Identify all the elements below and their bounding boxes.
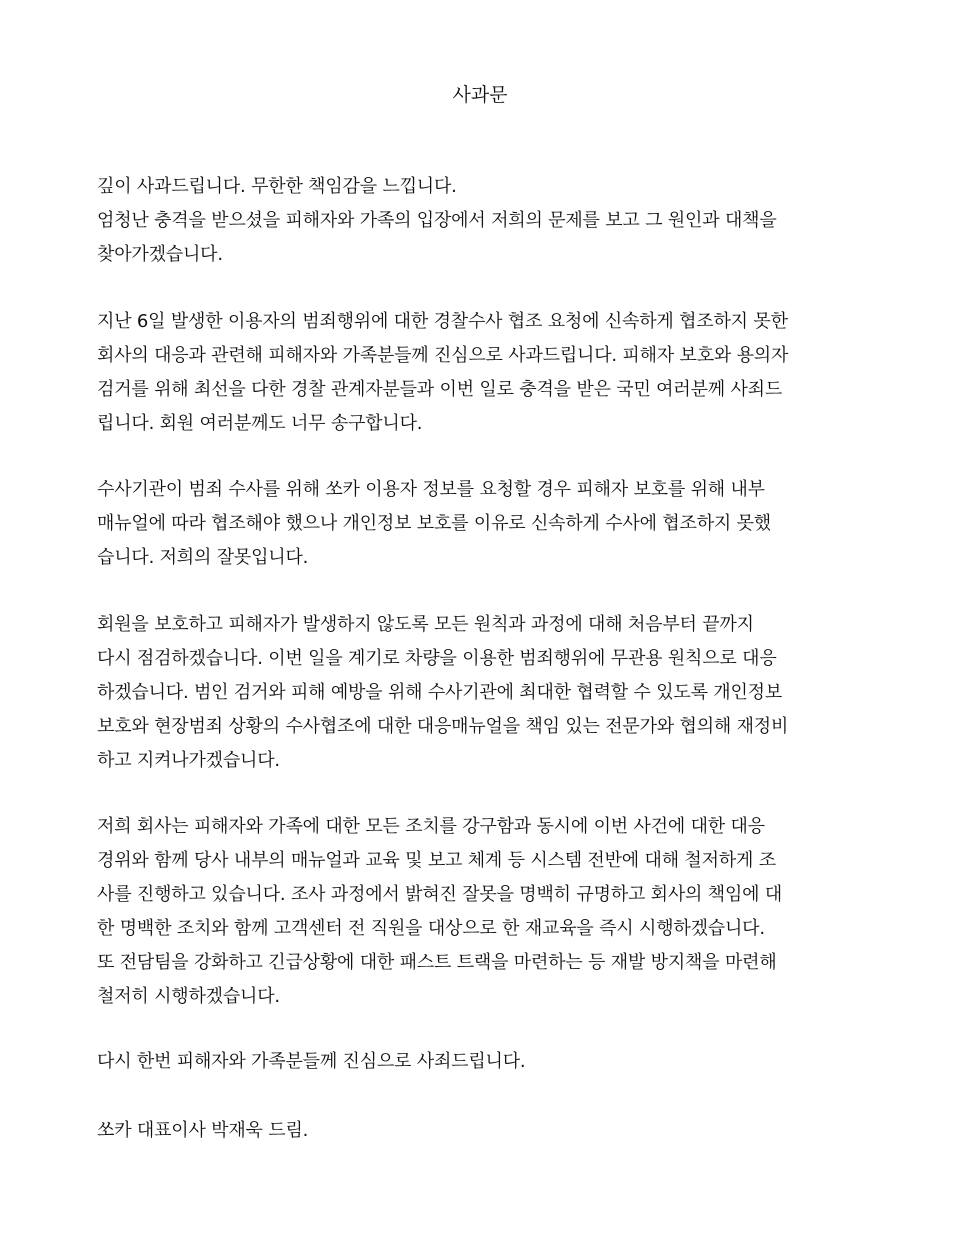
text-line: 보호와 현장범죄 상황의 수사협조에 대한 대응매뉴얼을 책임 있는 전문가와 협의해 재정비 (97, 716, 789, 737)
text-line: 수사기관이 범죄 수사를 위해 쏘카 이용자 정보를 요청할 경우 피해자 보호를 위해 내부 (97, 479, 765, 500)
text-line: 회사의 대응과 관련해 피해자와 가족분들께 진심으로 사과드립니다. 피해자 보호와 용의자 (97, 345, 789, 366)
paragraph-incident-apology (97, 305, 897, 441)
text-line: 찾아가겠습니다. (97, 244, 223, 265)
paragraph-investigation-measures (97, 810, 897, 1014)
text-line: 엄청난 충격을 받으셨을 피해자와 가족의 입장에서 저희의 문제를 보고 그 원인과 대책을 (97, 210, 777, 231)
text-line: 사를 진행하고 있습니다. 조사 과정에서 밝혀진 잘못을 명백히 규명하고 회사의 책임에 대 (97, 884, 783, 905)
paragraph-review-measures (97, 608, 897, 778)
text-line: 한 명백한 조치와 함께 고객센터 전 직원을 대상으로 한 재교육을 즉시 시행하겠습니다. (97, 918, 765, 939)
text-line: 지난 6일 발생한 이용자의 범죄행위에 대한 경찰수사 협조 요청에 신속하게 협조하지 못한 (97, 311, 788, 332)
text-line: 철저히 시행하겠습니다. (97, 986, 280, 1007)
text-line: 저희 회사는 피해자와 가족에 대한 모든 조치를 강구함과 동시에 이번 사건에 대한 대응 (97, 816, 765, 837)
text-line: 습니다. 저희의 잘못입니다. (97, 547, 309, 568)
document-title: 사과문 (452, 84, 508, 106)
signature: 쏘카 대표이사 박재욱 드림. (97, 1120, 309, 1141)
paragraph-fault-admission (97, 473, 897, 575)
text-line: 하겠습니다. 범인 검거와 피해 예방을 위해 수사기관에 최대한 협력할 수 있도록 개인정보 (97, 682, 783, 703)
text-line: 또 전담팀을 강화하고 긴급상황에 대한 패스트 트랙을 마련하는 등 재발 방지책을 마련해 (97, 952, 777, 973)
text-line: 다시 한번 피해자와 가족분들께 진심으로 사죄드립니다. (97, 1051, 526, 1072)
text-line: 회원을 보호하고 피해자가 발생하지 않도록 모든 원칙과 과정에 대해 처음부터 끝까지 (97, 614, 754, 635)
text-line: 경위와 함께 당사 내부의 매뉴얼과 교육 및 보고 체계 등 시스템 전반에 대해 철저하게 조 (97, 850, 776, 871)
paragraph-opening (97, 170, 897, 272)
text-line: 하고 지켜나가겠습니다. (97, 750, 280, 771)
paragraph-closing-apology (97, 1045, 897, 1079)
text-line: 깊이 사과드립니다. 무한한 책임감을 느낍니다. (97, 176, 457, 197)
text-line: 립니다. 회원 여러분께도 너무 송구합니다. (97, 413, 423, 434)
text-line: 검거를 위해 최선을 다한 경찰 관계자분들과 이번 일로 충격을 받은 국민 여러분께 사죄드 (97, 379, 783, 400)
text-line: 다시 점검하겠습니다. 이번 일을 계기로 차량을 이용한 범죄행위에 무관용 원칙으로 대응 (97, 648, 777, 669)
text-line: 매뉴얼에 따라 협조해야 했으나 개인정보 보호를 이유로 신속하게 수사에 협조하지 못했 (97, 513, 771, 534)
